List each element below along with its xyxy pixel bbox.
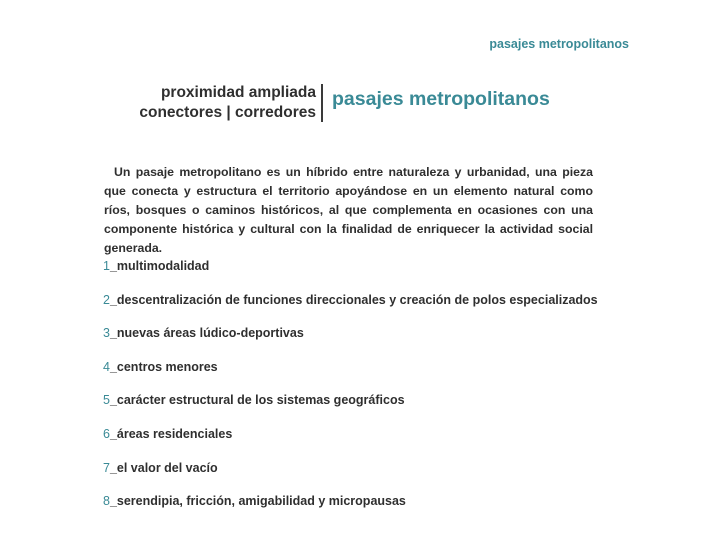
list-item-number: 2 [103,292,110,307]
running-header: pasajes metropolitanos [489,37,629,51]
list-item [103,293,663,327]
list-item [103,326,663,360]
list-item [103,393,663,427]
list-item [103,360,663,394]
title-left [139,83,316,123]
list-item [103,494,663,528]
numbered-list [103,259,663,528]
intro-paragraph: Un pasaje metropolitano es un híbrido entre naturaleza y urbanidad, una pieza que conecta y estructura el territorio apoyándose en un elemento natural como ríos, bosques o caminos históricos, al que complementa en ocasiones con una componente histórica y cultural con la finalidad de enriquecer la actividad social generada. [104,165,593,255]
list-item-text: _áreas residenciales [109,426,233,441]
list-item-number: 3 [103,326,110,341]
list-item [103,427,663,461]
list-item-text: _serendipia, fricción, amigabilidad y micropausas [109,494,406,509]
list-item-text: _descentralización de funciones direccionales y creación de polos especializados [109,292,598,307]
title-left-line2: conectores | corredores [139,104,316,121]
list-item [103,259,663,293]
list-item-text: _el valor del vacío [109,460,218,475]
list-item-text: _multimodalidad [109,259,210,273]
list-item-number: 4 [103,359,110,374]
list-item-number: 6 [103,426,110,441]
title-divider [321,84,323,122]
list-item-number: 7 [103,460,110,475]
list-item [103,461,663,495]
list-item-text: _nuevas áreas lúdico-deportivas [109,326,304,341]
list-item-number: 8 [103,494,110,509]
title-left-line1: proximidad ampliada [160,84,316,101]
list-item-text: _centros menores [109,359,218,374]
list-item-number: 5 [103,393,110,408]
title-block [0,82,720,126]
list-item-text: _carácter estructural de los sistemas geográficos [109,393,405,408]
list-item-number: 1 [103,259,110,273]
page-title: pasajes metropolitanos [332,88,550,110]
